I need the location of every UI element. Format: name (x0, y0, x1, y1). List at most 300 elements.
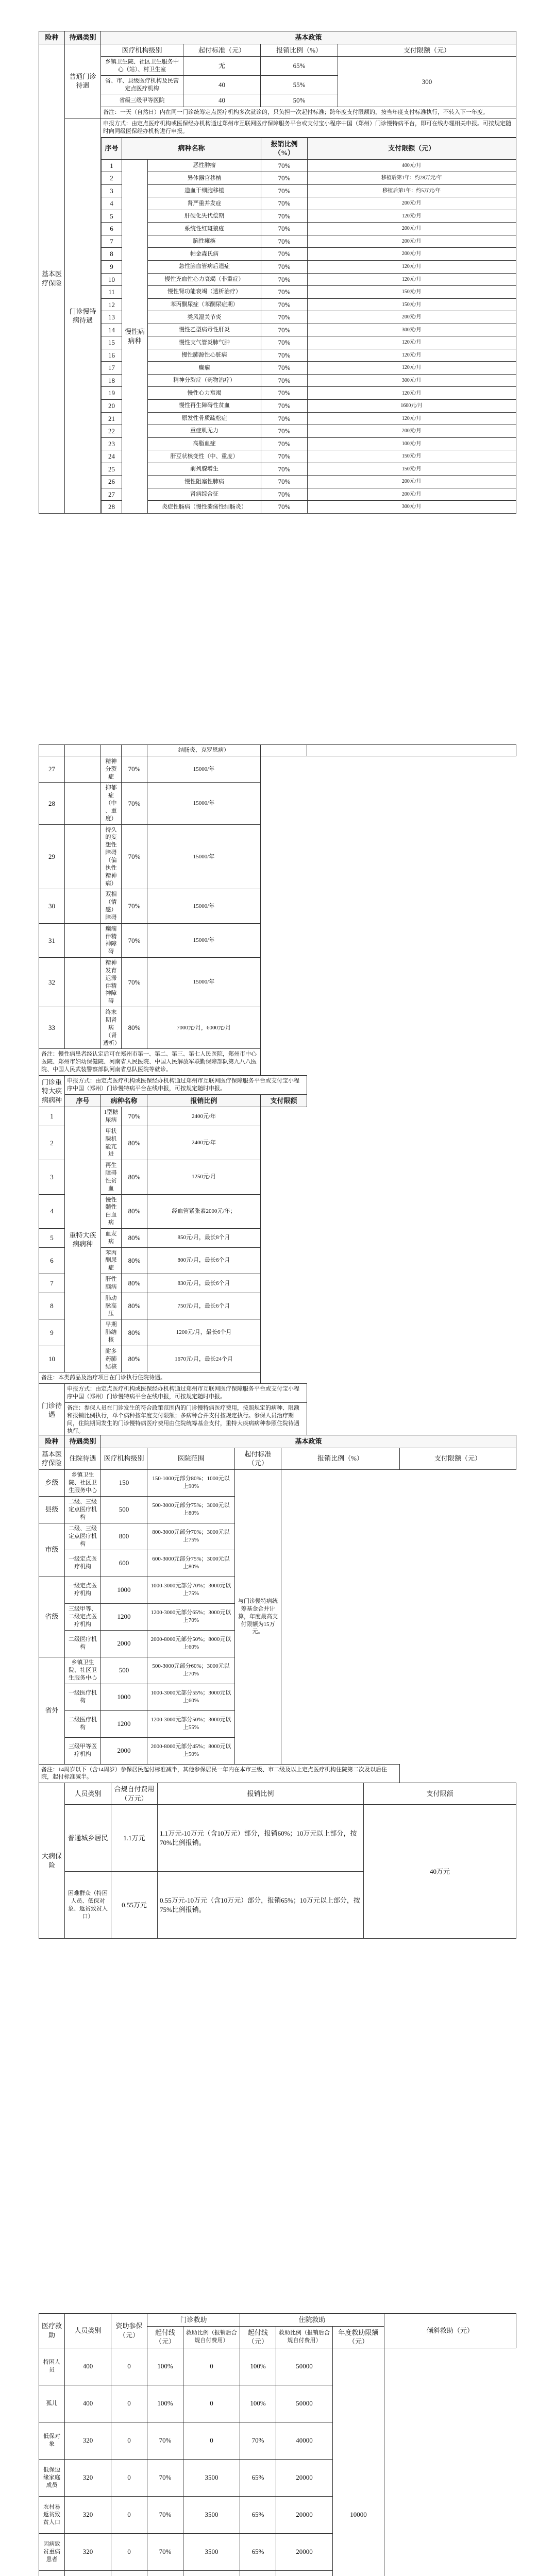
fund-cell: 320 (65, 2459, 111, 2496)
head-ip-start: 起付线（元） (240, 2326, 276, 2348)
group-cell (65, 1007, 101, 1049)
amount-cell: 1.1万元 (111, 1805, 158, 1872)
ip-limit-cell: 40000 (276, 2422, 333, 2459)
ratio-cell: 70% (261, 488, 308, 501)
ratio-cell: 70% (261, 311, 308, 324)
name-cell: 精神分裂症 (101, 756, 122, 783)
limit-cell: 120元/月 (308, 210, 516, 223)
ratio-cell: 70% (261, 349, 308, 362)
ratio-cell: 600-3000元部分75%；3000元以上80% (147, 1550, 235, 1577)
ratio-cell: 70% (122, 824, 147, 889)
name-cell: 慢性阻塞性肺病 (148, 476, 261, 488)
chronic-intro: 申报方式：由定点医疗机构或医保经办机构通过郑州市互联网医疗保障服务平台或支付宝小程序中国（郑州）门诊慢特病平台，即可在线办理相关申报。可按规定随时向同级医保经办机构进行申报。 (101, 118, 516, 137)
table-row (102, 298, 516, 311)
insurance-label: 基本医疗保险 (39, 44, 65, 514)
name-cell: 原发性骨质疏松症 (148, 412, 261, 425)
table-row (102, 387, 516, 400)
limit-cell: 150元/月 (308, 286, 516, 299)
serious-table (39, 1783, 516, 1939)
start-cell: 无 (183, 57, 261, 76)
name-cell: 肝豆状核变性（中、重度） (148, 450, 261, 463)
no-cell: 12 (102, 298, 122, 311)
scope-cell: 一级医疗机构 (65, 1684, 101, 1710)
reimburse-note: 备注：参保人员在门诊发生的符合政策范围内的门诊慢特病医疗费用，按照规定的病种、限额和报销比例执行，单个病种按年度支付限额；多病种合并支付按规定执行。参保人员治疗期间，住院期间发生的门诊慢特病医疗费用由住院统筹基金支付，重特大疾病病种参照住院待遇执行。 (65, 1402, 307, 1436)
ip-start-cell: 3500 (183, 2496, 240, 2533)
table-row (102, 235, 516, 248)
chronic-head: 报销比例（%） (261, 138, 308, 159)
name-cell: 肝硬化失代偿期 (148, 210, 261, 223)
table-row (39, 824, 516, 889)
limit-cell: 300元/月 (308, 324, 516, 336)
ratio-cell: 70% (261, 248, 308, 261)
no-cell: 5 (102, 210, 122, 223)
type-cell: 普通城乡居民 (65, 1805, 111, 1872)
name-cell: 肾病综合征 (148, 488, 261, 501)
ratio-cell: 800-3000元部分70%；3000元以上75% (147, 1523, 235, 1550)
start-cell: 600 (101, 1550, 147, 1577)
table-row (39, 2422, 516, 2459)
ratio-cell: 2000-8000元部分45%；8000元以上50% (147, 1737, 235, 1764)
ratio-cell: 500-3000元部分75%；3000元以上80% (147, 1496, 235, 1523)
op-start-cell: 0 (111, 2533, 147, 2570)
serious-head: 合规自付费用（万元） (111, 1783, 158, 1805)
no-cell: 2 (102, 172, 122, 185)
no-cell: 5 (39, 1228, 65, 1247)
ratio-cell: 80% (122, 1007, 147, 1049)
table-row (39, 1319, 516, 1346)
name-cell: 类风湿关节炎 (148, 311, 261, 324)
limit-cell: 120元/月 (308, 349, 516, 362)
limit-cell: 15000/年 (147, 756, 261, 783)
no-cell: 9 (102, 261, 122, 274)
ip-ratio-cell: 70% (240, 2422, 276, 2459)
ip-ratio-cell: 65% (240, 2496, 276, 2533)
scope-cell: 二级医疗机构 (65, 1710, 101, 1737)
page-3 (39, 1435, 516, 1939)
op-ratio-cell: 100% (147, 2348, 183, 2385)
table-row (39, 2459, 516, 2496)
head-ip: 住院救助 (240, 2314, 384, 2327)
mid-note: 备注：慢性病患者经认定后可在郑州市第一、第二、第三、第七人民医院，郑州市中心医院、郑州市妇幼保健院、河南省人民医院、中国人民解放军联勤保障部队第九八八医院、中国人民武装警察部队河南省总队医院等就诊。 (39, 1049, 261, 1076)
type-cell: 低保边缘家庭成员 (39, 2459, 65, 2496)
ratio-cell: 2000-8000元部分50%；8000元以上60% (147, 1630, 235, 1657)
table-row (102, 311, 516, 324)
limit-cell: 与门诊慢特病统筹基金合并计算，年度最高支付限额为15万元。 (235, 1469, 281, 1764)
ratio-cell: 80% (122, 1194, 147, 1228)
sub-header: 支付限额（元） (400, 1448, 516, 1469)
ratio-cell: 0.55万元-10万元（含10万元）部分，报销65%；10万元以上部分，按75%比例报销。 (158, 1872, 364, 1939)
head-fund: 资助参保（元） (111, 2314, 147, 2348)
name-cell: 肝性脑病 (101, 1274, 122, 1293)
ratio-cell: 70% (261, 184, 308, 197)
ratio-cell: 50% (261, 94, 338, 107)
limit-cell: 15000/年 (147, 923, 261, 957)
fund-cell: 320 (65, 2422, 111, 2459)
start-cell: 500 (101, 1657, 147, 1684)
limit-cell: 15000/年 (147, 783, 261, 824)
type-cell: 低保对象 (39, 2422, 65, 2459)
table-row (39, 2496, 516, 2533)
limit-cell: 200元/月 (308, 223, 516, 235)
ip-start-cell: 0 (183, 2422, 240, 2459)
ratio-cell: 70% (261, 450, 308, 463)
page-2 (39, 744, 516, 1437)
inpatient-label: 住院待遇 (65, 1448, 101, 1469)
insurance-label: 基本医疗保险 (39, 1448, 65, 1469)
serious-head: 支付限额 (364, 1783, 516, 1805)
ratio-cell: 1200-3000元部分65%；3000元以上70% (147, 1603, 235, 1630)
reimburse-label: 门诊待遇 (39, 1384, 65, 1437)
no-cell: 24 (102, 450, 122, 463)
limit-cell: 经血管紧张素2000元/年； (147, 1194, 261, 1228)
table-row (102, 349, 516, 362)
fund-cell: 320 (65, 2496, 111, 2533)
type-cell: 因病致贫重病患者 (39, 2533, 65, 2570)
op-ratio-cell: 70% (147, 2459, 183, 2496)
ip-ratio-cell: 100% (240, 2385, 276, 2422)
no-cell: 19 (102, 387, 122, 400)
ratio-cell: 70% (122, 1107, 147, 1126)
group-cell (65, 824, 101, 889)
ip-start-cell: 3500 (183, 2459, 240, 2496)
ip-limit-cell: 50000 (276, 2348, 333, 2385)
op-ratio-cell: 70% (147, 2422, 183, 2459)
ip-start-cell: 3500 (183, 2533, 240, 2570)
table-row (102, 476, 516, 488)
limit-cell: 150元/月 (308, 450, 516, 463)
name-cell: 慢性肺源性心脏病 (148, 349, 261, 362)
extra-cell: 10000 (333, 2348, 384, 2576)
limit-cell: 300 (338, 57, 516, 107)
limit-cell: 1600元/月 (308, 400, 516, 413)
ratio-cell: 70% (261, 463, 308, 476)
type-cell (39, 2570, 65, 2576)
ratio-cell: 1000-3000元部分70%；3000元以上75% (147, 1577, 235, 1603)
ip-ratio-cell: 65% (240, 2459, 276, 2496)
ratio-cell: 70% (261, 476, 308, 488)
ratio-cell: 500-3000元部分60%；3000元以上70% (147, 1657, 235, 1684)
limit-cell: 120元/月 (308, 261, 516, 274)
no-cell: 6 (102, 223, 122, 235)
ratio-cell: 70% (261, 159, 308, 172)
type-cell: 困难群众（特困人员、低保对象、返贫致贫人口） (65, 1872, 111, 1939)
ip-ratio-cell: 65% (240, 2533, 276, 2570)
table-row (39, 2385, 516, 2422)
ratio-cell: 70% (261, 400, 308, 413)
ip-limit-cell: 20000 (276, 2533, 333, 2570)
assistance-label: 医疗救助 (39, 2314, 65, 2348)
no-cell: 6 (39, 1247, 65, 1274)
no-cell: 21 (102, 412, 122, 425)
start-cell: 40 (183, 94, 261, 107)
name-cell: 脑性瘫痪 (148, 235, 261, 248)
limit-cell: 15000/年 (147, 958, 261, 1007)
table-row (102, 412, 516, 425)
table-row (39, 2570, 516, 2576)
name-cell: 系统性红斑狼疮 (148, 223, 261, 235)
limit-cell: 120元/月 (308, 336, 516, 349)
no-cell: 17 (102, 362, 122, 375)
ip-limit-cell (276, 2570, 333, 2576)
ratio-cell: 55% (261, 75, 338, 94)
name-cell: 重症肌无力 (148, 425, 261, 438)
start-cell: 40 (183, 75, 261, 94)
start-cell: 1000 (101, 1684, 147, 1710)
table-row (102, 286, 516, 299)
col-insurance: 险种 (39, 31, 65, 44)
chronic-table-cont (39, 744, 516, 1437)
ratio-cell: 80% (122, 1228, 147, 1247)
name-cell: 抑郁症（中、重度） (101, 783, 122, 824)
table-row (39, 1228, 516, 1247)
no-cell: 25 (102, 463, 122, 476)
fund-cell: 320 (65, 2533, 111, 2570)
table-row (102, 172, 516, 185)
ratio-cell: 80% (122, 1126, 147, 1160)
name-cell: 异体器官移植 (148, 172, 261, 185)
no-cell: 10 (102, 273, 122, 286)
outpatient-label: 普通门诊待遇 (65, 44, 101, 118)
sub-header: 支付限额（元） (338, 44, 516, 57)
major-head: 病种名称 (101, 1094, 147, 1107)
limit-cell: 120元/月 (308, 362, 516, 375)
no-cell: 32 (39, 958, 65, 1007)
table-row (102, 210, 516, 223)
name-cell: 持久的妄想性障碍（偏执性精神病） (101, 824, 122, 889)
ratio-cell: 70% (261, 273, 308, 286)
serious-head: 人员类别 (65, 1783, 111, 1805)
table-row (39, 1107, 516, 1126)
table-row (102, 374, 516, 387)
op-start-cell: 0 (111, 2422, 147, 2459)
name-cell: 慢性再生障碍性贫血 (148, 400, 261, 413)
ip-limit-cell: 20000 (276, 2496, 333, 2533)
start-cell: 1200 (101, 1603, 147, 1630)
limit-cell: 750元/月，最长6个月 (147, 1293, 261, 1319)
chronic-head: 病种名称 (122, 138, 261, 159)
level-cell: 省外 (39, 1657, 65, 1764)
limit-cell: 移植后第1年：约28万元/年 (308, 172, 516, 185)
table-row (39, 889, 516, 923)
head-ip-ratio: 救助比例（报销后合规自付费用） (276, 2326, 333, 2348)
limit-cell: 2400元/年 (147, 1126, 261, 1160)
name-cell: 造血干细胞移植 (148, 184, 261, 197)
table-row (39, 923, 516, 957)
no-cell: 29 (39, 824, 65, 889)
head-ip-limit: 年度救助限额（元） (333, 2326, 384, 2348)
major-head: 序号 (65, 1094, 101, 1107)
no-cell: 27 (39, 756, 65, 783)
limit-cell: 1250元/月 (147, 1160, 261, 1194)
outpatient-table (39, 31, 516, 514)
table-row (102, 184, 516, 197)
start-cell: 150 (101, 1469, 147, 1496)
type-cell: 农村易返贫致贫人口 (39, 2496, 65, 2533)
limit-cell: 120元/月 (308, 412, 516, 425)
table-row (39, 783, 516, 824)
table-row (39, 2533, 516, 2570)
table-row (102, 273, 516, 286)
ratio-cell: 70% (261, 387, 308, 400)
no-cell: 1 (102, 159, 122, 172)
scope-cell: 乡镇卫生院、社区卫生服务中心 (65, 1469, 101, 1496)
op-start-cell (111, 2570, 147, 2576)
fund-cell (65, 2570, 111, 2576)
name-cell: 慢性心力衰竭 (148, 387, 261, 400)
no-cell: 3 (39, 1160, 65, 1194)
start-cell: 2000 (101, 1737, 147, 1764)
no-cell: 7 (102, 235, 122, 248)
limit-cell: 15000/年 (147, 824, 261, 889)
ratio-cell: 70% (261, 437, 308, 450)
col-category: 待遇类别 (65, 1435, 101, 1448)
no-cell: 4 (102, 197, 122, 210)
limit-cell: 850元/月，最长8个月 (147, 1228, 261, 1247)
name-cell: 慢性乙型病毒性肝炎 (148, 324, 261, 336)
assistance-table (39, 2313, 516, 2576)
ip-ratio-cell (240, 2570, 276, 2576)
scope-cell: 二级、三级定点医疗机构 (65, 1523, 101, 1550)
fund-cell: 400 (65, 2348, 111, 2385)
name-cell: 癫痫 (148, 362, 261, 375)
name-cell: 帕金森氏病 (148, 248, 261, 261)
group-cell (65, 783, 101, 824)
ratio-cell: 70% (122, 756, 147, 783)
ratio-cell: 70% (122, 889, 147, 923)
name-cell: 前列腺增生 (148, 463, 261, 476)
no-cell: 18 (102, 374, 122, 387)
ratio-cell: 70% (261, 425, 308, 438)
table-row (39, 1274, 516, 1293)
scope-cell: 三级甲等、二级定点医疗机构 (65, 1603, 101, 1630)
chronic-head: 支付限额（元） (308, 138, 516, 159)
table-row (39, 1160, 516, 1194)
ip-limit-cell: 50000 (276, 2385, 333, 2422)
sub-header: 报销比例（%） (261, 44, 338, 57)
no-cell: 26 (102, 476, 122, 488)
table-row (39, 1194, 516, 1228)
serious-label: 大病保险 (39, 1783, 65, 1939)
no-cell: 23 (102, 437, 122, 450)
op-ratio-cell: 70% (147, 2533, 183, 2570)
op-ratio-cell (147, 2570, 183, 2576)
no-cell: 13 (102, 311, 122, 324)
outpatient-note: 备注：一天（自然日）内在同一门诊统筹定点医疗机构多次就诊的，只负担一次起付标准；跨年度支付限额的，按当年度支付标准执行，不转入下一年度。 (101, 107, 516, 118)
limit-cell: 15000/年 (147, 889, 261, 923)
table-row (102, 501, 516, 514)
amount-cell: 0.55万元 (111, 1872, 158, 1939)
ratio-cell: 70% (261, 324, 308, 336)
major-label: 门诊重特大疾病病种 (39, 1075, 65, 1107)
table-row (39, 2348, 516, 2385)
chronic-head: 序号 (102, 138, 122, 159)
name-cell: 苯丙酮尿症 (101, 1247, 122, 1274)
table-row (102, 450, 516, 463)
sub-header: 起付标准（元） (235, 1448, 281, 1469)
name-cell: 急性脑血管病后遗症 (148, 261, 261, 274)
table-row (102, 362, 516, 375)
table-row (39, 1247, 516, 1274)
scope-cell: 三级甲等医疗机构 (65, 1737, 101, 1764)
ratio-cell: 70% (261, 261, 308, 274)
name-cell: 再生障碍性贫血 (101, 1160, 122, 1194)
limit-cell: 200元/月 (308, 425, 516, 438)
no-cell: 9 (39, 1319, 65, 1346)
limit-cell: 1670元/月，最长24个月 (147, 1346, 261, 1372)
table-row (39, 1293, 516, 1319)
level-cell: 县级 (39, 1496, 65, 1523)
scope-cell: 二级医疗机构 (65, 1630, 101, 1657)
level-cell: 市级 (39, 1523, 65, 1577)
name-cell: 血友病 (101, 1228, 122, 1247)
head-op-ratio: 救助比例（报销后合规自付费用） (183, 2326, 240, 2348)
scope-cell: 一级定点医疗机构 (65, 1577, 101, 1603)
no-cell: 28 (39, 783, 65, 824)
name-cell: 终末期肾病（肾透析） (101, 1007, 122, 1049)
no-cell: 11 (102, 286, 122, 299)
limit-cell: 150元/月 (308, 463, 516, 476)
no-cell: 3 (102, 184, 122, 197)
ip-start-cell: 0 (183, 2348, 240, 2385)
table-row (39, 1346, 516, 1372)
group-cell: 慢性病病种 (122, 159, 148, 513)
op-start-cell: 0 (111, 2385, 147, 2422)
serious-head: 报销比例 (158, 1783, 364, 1805)
table-row (39, 756, 516, 783)
sub-header: 起付标准（元） (183, 44, 261, 57)
no-cell: 31 (39, 923, 65, 957)
ratio-cell: 70% (261, 374, 308, 387)
table-row (102, 159, 516, 172)
no-cell: 22 (102, 425, 122, 438)
ratio-cell: 70% (261, 501, 308, 514)
name-cell: 慢性髓性白血病 (101, 1194, 122, 1228)
name-cell: 高脂血症 (148, 437, 261, 450)
sub-header: 医疗机构级别 (101, 44, 183, 57)
no-cell: 8 (39, 1293, 65, 1319)
insurance-label (39, 745, 65, 756)
group-cell: 重特大疾病病种 (65, 1107, 101, 1372)
name-cell: 精神发育迟滞伴精神障碍 (101, 958, 122, 1007)
head-extra: 倾斜救助（元） (384, 2314, 516, 2348)
scope-cell: 一级定点医疗机构 (65, 1550, 101, 1577)
name-cell: 苯丙酮尿症（苯酮尿症期） (148, 298, 261, 311)
no-cell: 27 (102, 488, 122, 501)
chronic-label: 门诊慢特病待遇 (65, 118, 101, 514)
level-cell: 乡级 (39, 1469, 65, 1496)
ratio-cell: 70% (261, 197, 308, 210)
no-cell: 10 (39, 1346, 65, 1372)
table-row (102, 248, 516, 261)
major-head: 报销比例 (147, 1094, 261, 1107)
op-ratio-cell: 100% (147, 2385, 183, 2422)
start-cell: 1000 (101, 1577, 147, 1603)
no-cell: 30 (39, 889, 65, 923)
col-category: 待遇类别 (65, 31, 101, 44)
col-insurance: 险种 (39, 1435, 65, 1448)
limit-cell: 200元/月 (308, 197, 516, 210)
ip-note: 备注：14周岁以下（含14周岁）参保居民起付标准减半，其他参保居民一年内在本市三级、市二级及以上定点医疗机构住院第二次及以后住院，起付标准减半。 (39, 1764, 400, 1783)
ratio-cell: 80% (122, 1274, 147, 1293)
ip-start-cell (183, 2570, 240, 2576)
limit-cell: 200元/月 (308, 476, 516, 488)
table-row (39, 1805, 516, 1872)
type-cell: 孤儿 (39, 2385, 65, 2422)
no-cell: 7 (39, 1274, 65, 1293)
top-note: 结肠炎、克罗恩病） (147, 745, 261, 756)
name-cell: 1型糖尿病 (101, 1107, 122, 1126)
ratio-cell: 70% (122, 783, 147, 824)
